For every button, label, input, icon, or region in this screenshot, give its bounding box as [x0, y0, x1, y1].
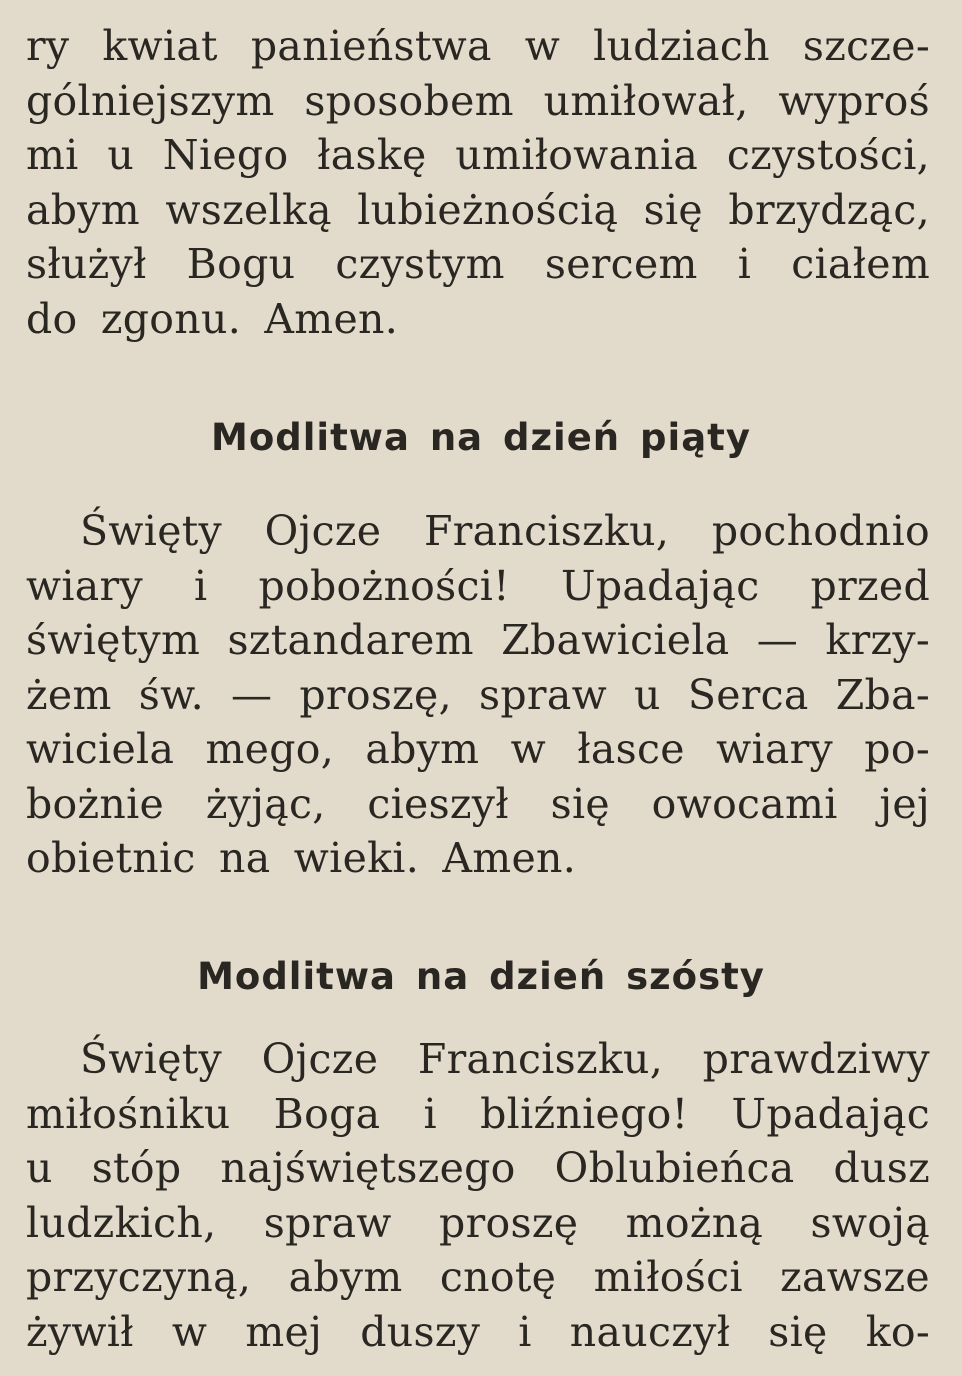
paragraph-day-5 [26, 504, 930, 886]
text-line: miłośniku Boga i bliźniego! Upadając [26, 1089, 930, 1138]
text-line: żem św. — proszę, spraw u Serca Zba- [26, 670, 930, 719]
text-line: Święty Ojcze Franciszku, prawdziwy [80, 1035, 930, 1083]
text-line: ludzkich, spraw proszę możną swoją [26, 1198, 930, 1247]
heading-day-5: Modlitwa na dzień piąty [211, 416, 751, 459]
text-line: żywił w mej duszy i nauczył się ko- [26, 1307, 930, 1356]
heading-day-6: Modlitwa na dzień szósty [197, 955, 765, 998]
text-line: u stóp najświętszego Oblubieńca dusz [26, 1144, 930, 1192]
text-line: wiciela mego, abym w łasce wiary po- [26, 725, 930, 773]
text-line: gólniejszym sposobem umiłował, wyproś [26, 76, 930, 125]
paragraph-continuation [26, 19, 930, 346]
text-line: przyczyną, abym cnotę miłości zawsze [26, 1253, 930, 1301]
text-line: Święty Ojcze Franciszku, pochodnio [80, 507, 930, 555]
text-line: wiary i pobożności! Upadając przed [26, 561, 930, 610]
text-line: abym wszelką lubieżnością się brzydząc, [26, 185, 930, 234]
paragraph-day-6 [26, 1032, 930, 1359]
text-line: mi u Niego łaskę umiłowania czystości, [26, 131, 930, 179]
text-line: świętym sztandarem Zbawiciela — krzy- [26, 616, 930, 664]
text-line: bożnie żyjąc, cieszył się owocami jej [26, 779, 930, 828]
text-line: ry kwiat panieństwa w ludziach szcze- [26, 22, 930, 70]
text-line: obietnic na wieki. Amen. [26, 834, 577, 882]
text-line: służył Bogu czystym sercem i ciałem [26, 240, 930, 288]
text-line: do zgonu. Amen. [26, 294, 399, 343]
